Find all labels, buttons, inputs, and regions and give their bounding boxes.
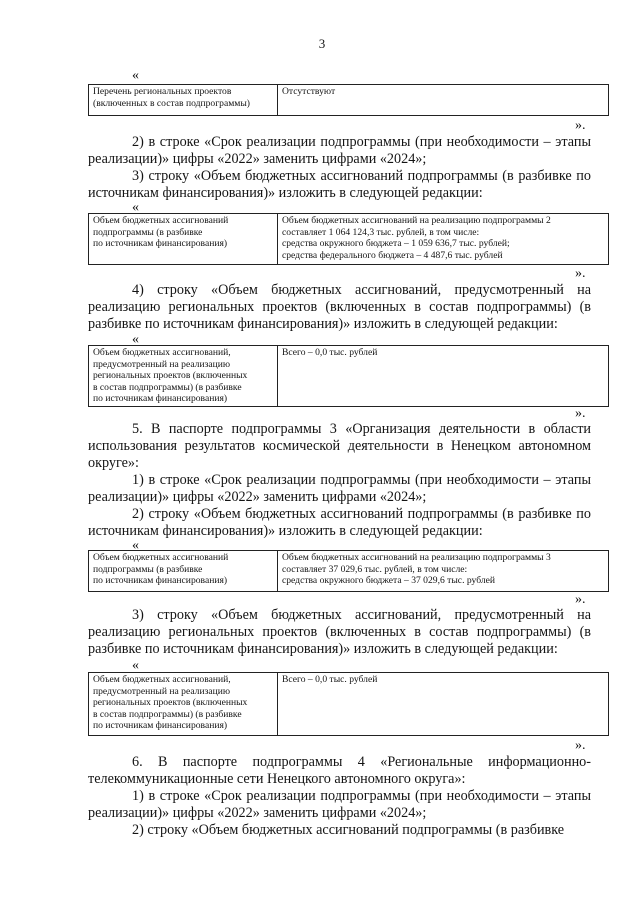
table-cell-label (89, 214, 278, 265)
paragraph: 1) в строке «Срок реализации подпрограммы (при необходимости – этапы реализации)» цифры «2022» заменить цифрами «2024»; (88, 788, 591, 821)
closing-quote: ». (575, 118, 586, 133)
cell-line: средства окружного бюджета – 37 029,6 тыс. рублей (282, 575, 496, 587)
cell-line: Объем бюджетных ассигнований, (93, 347, 231, 358)
cell-line: составляет 37 029,6 тыс. рублей, в том числе: (282, 563, 468, 575)
cell-line: по источникам финансирования) (93, 238, 228, 250)
cell-line: Объем бюджетных ассигнований (93, 552, 229, 563)
closing-quote: ». (575, 266, 586, 281)
cell-line: по источникам финансирования) (93, 720, 228, 732)
paragraph: 2) строку «Объем бюджетных ассигнований подпрограммы (в разбивке по источникам финансирования)» изложить в следующей редакции: (88, 506, 591, 539)
paragraph: 3) строку «Объем бюджетных ассигнований подпрограммы (в разбивке по источникам финансирования)» изложить в следующей редакции: (88, 168, 591, 201)
table-row (89, 346, 609, 407)
amendment-table (88, 213, 609, 265)
table-cell-value (278, 346, 609, 407)
table-cell-label (89, 85, 278, 116)
cell-line: Объем бюджетных ассигнований, (93, 674, 231, 685)
cell-line: подпрограммы (в разбивке (93, 563, 203, 575)
cell-line: средства окружного бюджета – 1 059 636,7 тыс. рублей; (282, 238, 510, 250)
closing-quote: ». (575, 406, 586, 421)
cell-line: Всего – 0,0 тыс. рублей (282, 347, 378, 358)
amendment-table (88, 550, 609, 592)
cell-line: составляет 1 064 124,3 тыс. рублей, в том числе: (282, 226, 480, 238)
table-cell-label (89, 346, 278, 407)
table-cell-label (89, 551, 278, 592)
amendment-table (88, 84, 609, 116)
cell-line: Перечень региональных проектов (93, 86, 232, 97)
cell-line: (включенных в состав подпрограммы) (93, 97, 250, 109)
cell-line: предусмотренный на реализацию (93, 358, 231, 370)
table-cell-label (89, 673, 278, 736)
paragraph: 5. В паспорте подпрограммы 3 «Организация деятельности в области использования результатов космической деятельности в Ненецком автономном округе»: (88, 421, 591, 471)
cell-line: региональных проектов (включенных (93, 697, 248, 709)
table-row (89, 673, 609, 736)
table-row (89, 214, 609, 265)
cell-line: средства федерального бюджета – 4 487,6 тыс. рублей (282, 249, 503, 261)
table-cell-value (278, 214, 609, 265)
cell-line: по источникам финансирования) (93, 575, 228, 587)
table-row (89, 551, 609, 592)
closing-quote: ». (575, 738, 586, 753)
table-cell-value (278, 551, 609, 592)
paragraph: 2) в строке «Срок реализации подпрограммы (при необходимости – этапы реализации)» цифры «2022» заменить цифрами «2024»; (88, 134, 591, 167)
cell-line: Объем бюджетных ассигнований на реализацию подпрограммы 3 (282, 552, 551, 563)
paragraph: 4) строку «Объем бюджетных ассигнований, предусмотренный на реализацию региональных проектов (включенных в состав подпрограммы) (в разбивке по источникам финансирования)» изложить в следующей редакции: (88, 282, 591, 332)
cell-line: Объем бюджетных ассигнований на реализацию подпрограммы 2 (282, 215, 551, 226)
cell-line: региональных проектов (включенных (93, 370, 248, 382)
paragraph: 1) в строке «Срок реализации подпрограммы (при необходимости – этапы реализации)» цифры «2022» заменить цифрами «2024»; (88, 472, 591, 505)
opening-quote: « (132, 68, 139, 83)
page-number: 3 (318, 36, 326, 51)
cell-line: подпрограммы (в разбивке (93, 226, 203, 238)
cell-line: Отсутствуют (282, 86, 336, 97)
cell-line: предусмотренный на реализацию (93, 685, 231, 697)
table-cell-value (278, 85, 609, 116)
opening-quote: « (132, 538, 139, 553)
cell-line: Объем бюджетных ассигнований (93, 215, 229, 226)
cell-line: в состав подпрограммы) (в разбивке (93, 381, 242, 393)
amendment-table (88, 345, 609, 407)
table-row (89, 85, 609, 116)
paragraph: 3) строку «Объем бюджетных ассигнований, предусмотренный на реализацию региональных проектов (включенных в состав подпрограммы) (в разбивке по источникам финансирования)» изложить в следующей редакции: (88, 607, 591, 657)
cell-line: по источникам финансирования) (93, 393, 228, 405)
paragraph: 2) строку «Объем бюджетных ассигнований подпрограммы (в разбивке (132, 822, 565, 838)
opening-quote: « (132, 200, 139, 215)
table-cell-value (278, 673, 609, 736)
cell-line: Всего – 0,0 тыс. рублей (282, 674, 378, 685)
opening-quote: « (132, 658, 139, 673)
paragraph: 6. В паспорте подпрограммы 4 «Региональные информационно-телекоммуникационные сети Ненецкого автономного округа»: (88, 754, 591, 787)
cell-line: в состав подпрограммы) (в разбивке (93, 708, 242, 720)
amendment-table (88, 672, 609, 736)
closing-quote: ». (575, 592, 586, 607)
opening-quote: « (132, 332, 139, 347)
